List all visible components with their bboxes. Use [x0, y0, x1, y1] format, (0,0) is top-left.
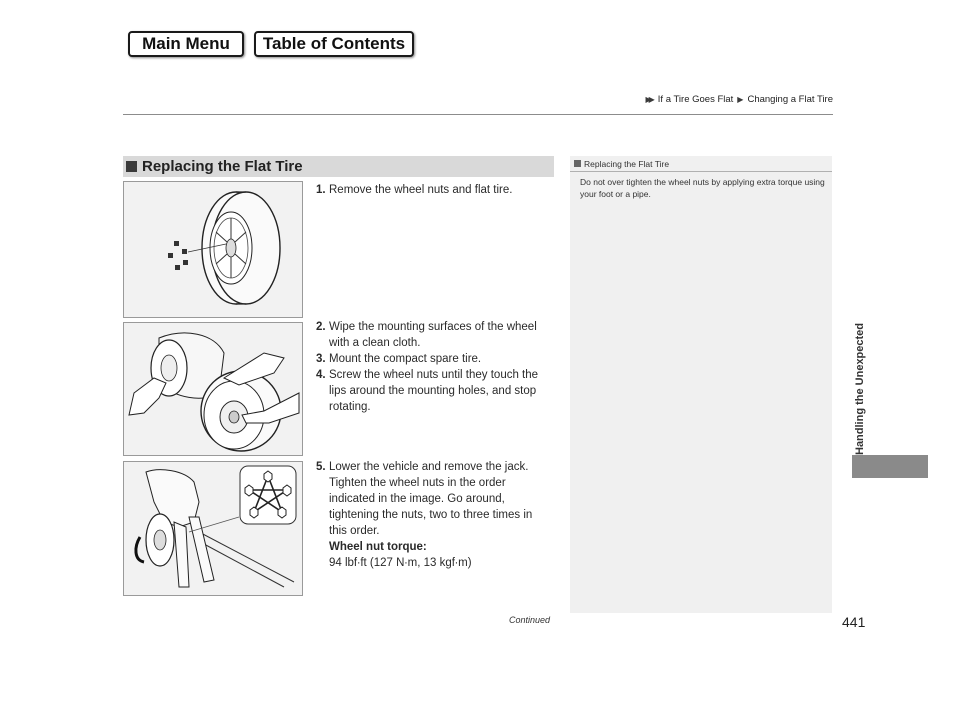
figure-remove-tire: [123, 181, 303, 318]
section-square-icon: [126, 161, 137, 172]
chapter-side-tab-marker: [852, 455, 928, 478]
chapter-side-tab-label: Handling the Unexpected: [854, 322, 866, 455]
figure-mount-spare: [123, 322, 303, 456]
note-heading: [570, 156, 832, 172]
steps-group-1: [316, 182, 552, 198]
step-item: [316, 351, 552, 367]
section-header: [123, 156, 554, 177]
note-panel: [570, 156, 832, 613]
step-item: [316, 459, 552, 571]
step-number: 2.: [316, 321, 326, 333]
breadcrumb: [645, 94, 833, 105]
step-item: [316, 182, 552, 198]
header-divider: [123, 114, 833, 115]
step-text: Wipe the mounting surfaces of the wheel with a clean cloth.: [329, 321, 537, 349]
step-item: [316, 319, 552, 351]
step-text: [329, 459, 552, 571]
breadcrumb-link-flat-tire[interactable]: If a Tire Goes Flat: [657, 94, 734, 105]
tire-removal-illustration: [124, 182, 302, 317]
breadcrumb-arrow-icon: ▶: [737, 95, 744, 104]
spare-mount-illustration: [124, 323, 302, 455]
step-item: [316, 367, 552, 415]
step-number: 1.: [316, 184, 326, 196]
table-of-contents-button[interactable]: Table of Contents: [254, 31, 414, 57]
step-number: 5.: [316, 461, 326, 473]
breadcrumb-arrow-icon: ▶▶: [645, 95, 652, 104]
main-menu-button[interactable]: Main Menu: [128, 31, 244, 57]
note-marker-icon: [574, 160, 581, 167]
section-title: Replacing the Flat Tire: [142, 158, 303, 175]
note-text: Do not over tighten the wheel nuts by applying extra torque using your foot or a pipe.: [580, 177, 825, 199]
steps-group-3: [316, 459, 552, 571]
tighten-nuts-illustration: [124, 462, 302, 595]
note-heading-text: Replacing the Flat Tire: [584, 158, 670, 169]
step-number: 3.: [316, 353, 326, 365]
torque-value: 94 lbf∙ft (127 N∙m, 13 kgf∙m): [329, 557, 472, 569]
torque-label: Wheel nut torque:: [329, 541, 427, 553]
step-number: 4.: [316, 369, 326, 381]
step-text: Remove the wheel nuts and flat tire.: [329, 184, 513, 196]
continued-label: Continued: [509, 615, 551, 625]
steps-group-2: [316, 319, 552, 415]
step-text: Screw the wheel nuts until they touch the lips around the mounting holes, and stop rotating.: [329, 369, 539, 413]
figure-tighten-nuts: [123, 461, 303, 596]
page-number: 441: [842, 614, 866, 630]
breadcrumb-link-changing-tire[interactable]: Changing a Flat Tire: [747, 94, 833, 105]
step-text: Mount the compact spare tire.: [329, 353, 482, 365]
step-body: Lower the vehicle and remove the jack. Tighten the wheel nuts in the order indicated in the image. Go around, tightening the nuts, two to three times in this order.: [329, 461, 533, 537]
